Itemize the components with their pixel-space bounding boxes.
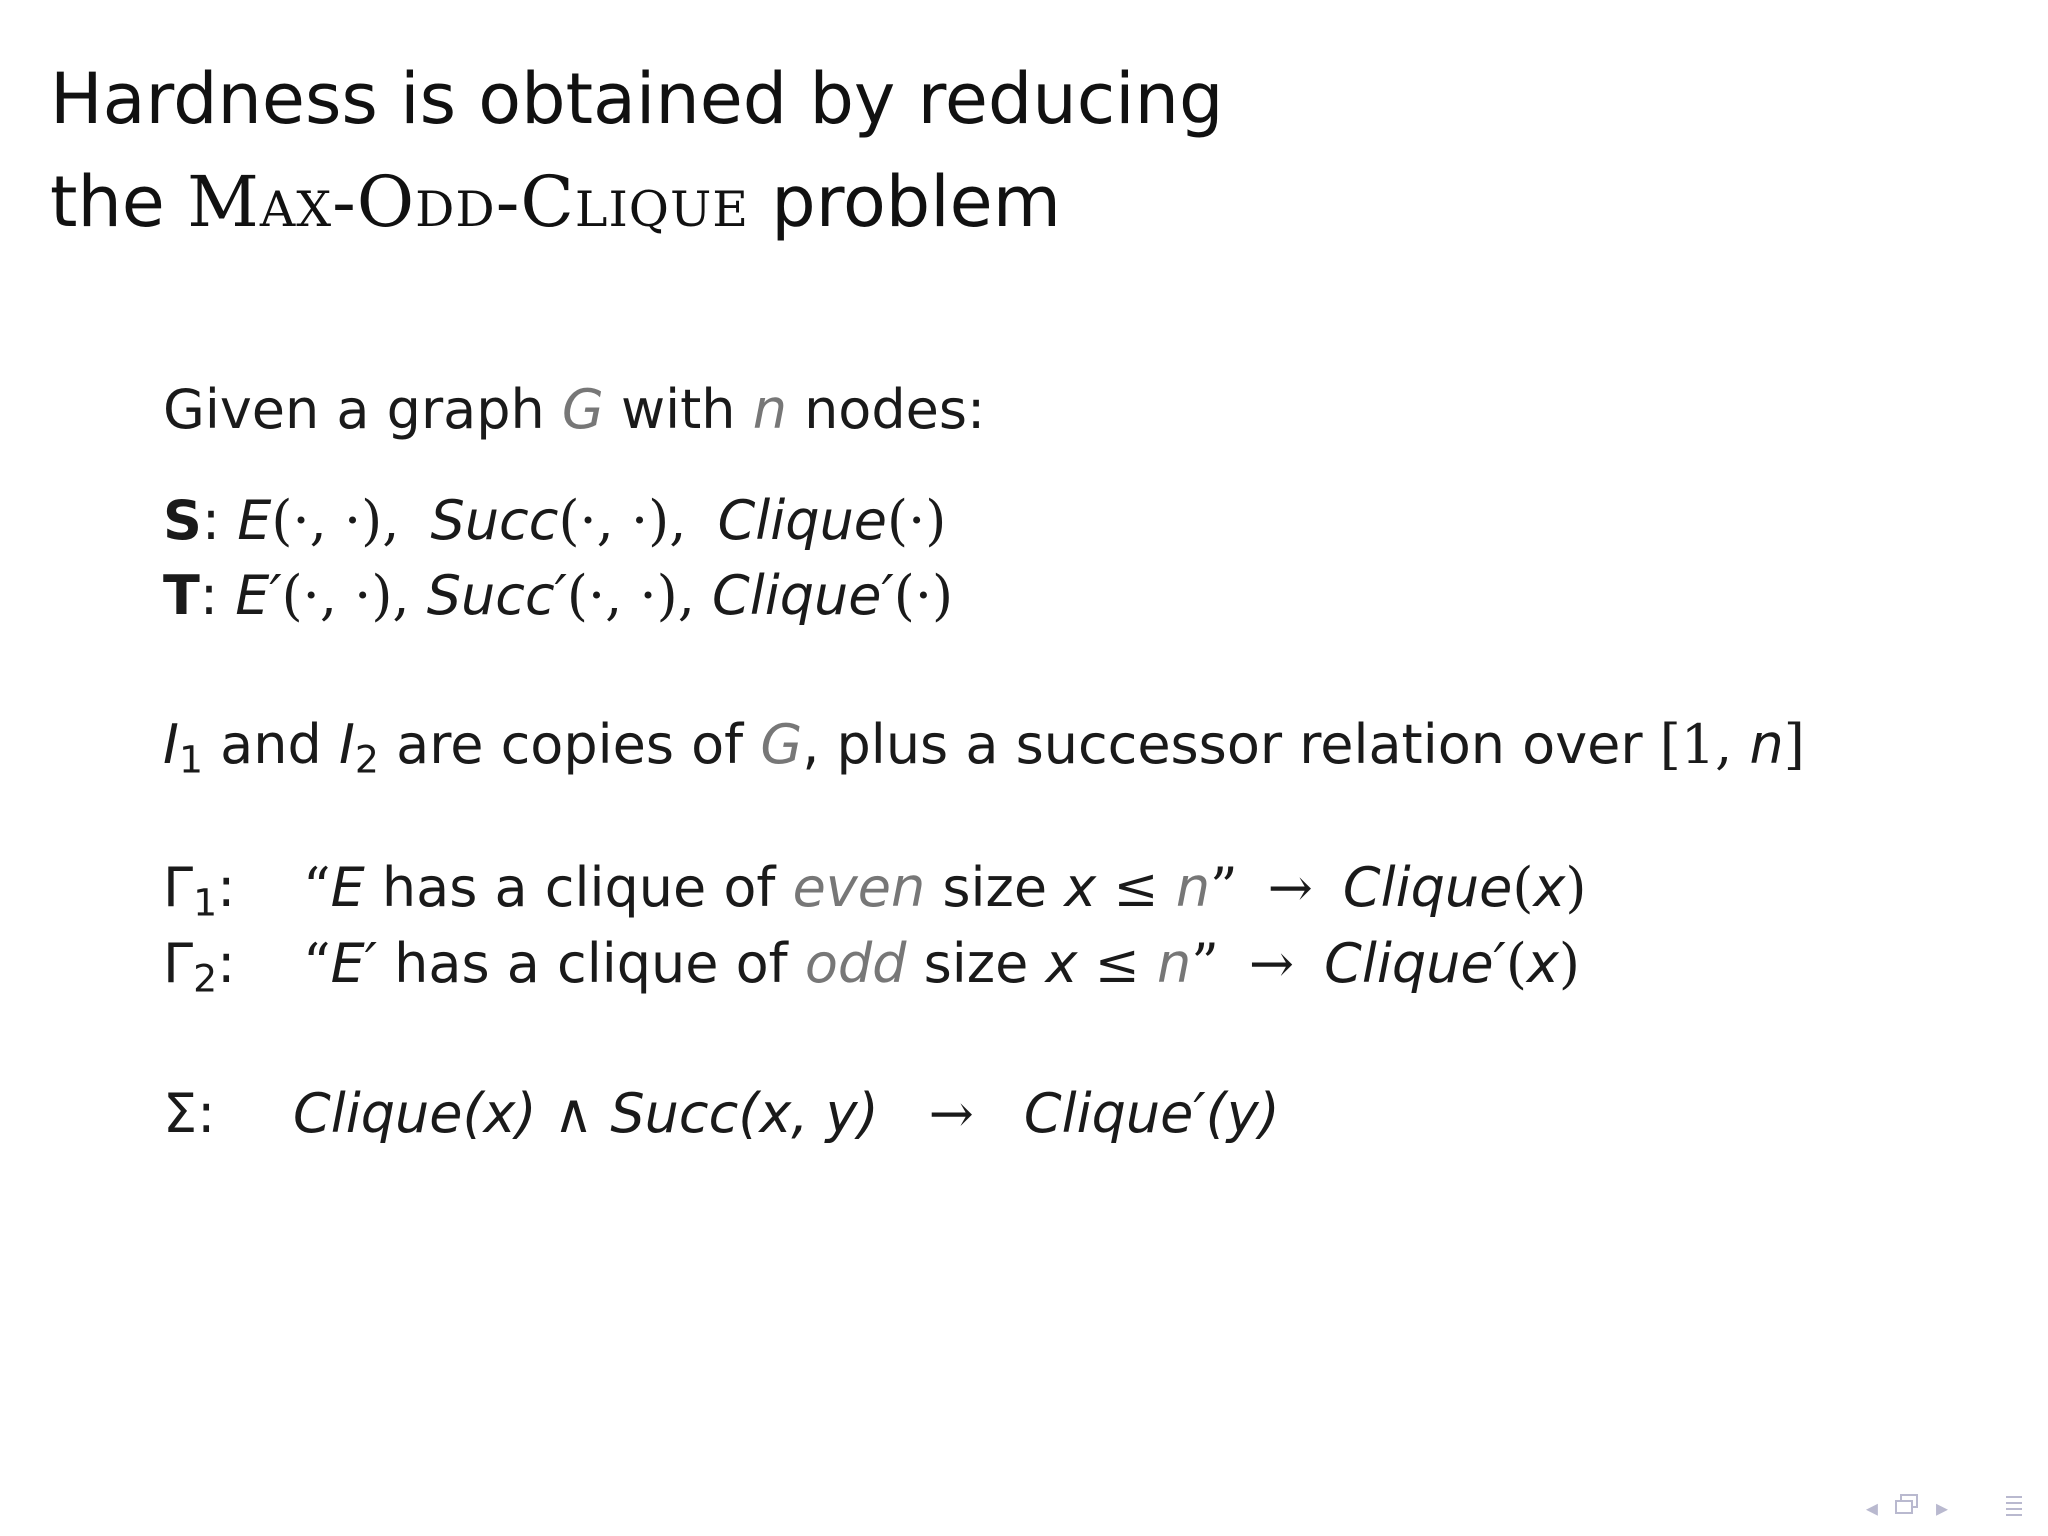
parity-even: even — [792, 856, 926, 919]
implies-arrow: → — [1248, 932, 1295, 995]
target-schema-line: T: E′(·, ·), Succ′(·, ·), Clique′(·) — [163, 564, 954, 627]
source-schema-line: S: E(·, ·), Succ(·, ·), Clique(·) — [163, 489, 947, 552]
source-schema-label: S — [163, 489, 202, 552]
beamer-navigation — [1866, 1492, 2026, 1524]
sigma-dependency: Σ: Clique(x) ∧ Succ(x, y) → Clique′(y) — [163, 1082, 1280, 1145]
graph-symbol: G — [561, 378, 604, 441]
menu-icon[interactable] — [2002, 1492, 2026, 1524]
parity-odd: odd — [804, 932, 907, 995]
target-schema-label: T — [163, 564, 200, 627]
implies-arrow: → — [928, 1082, 974, 1145]
gamma2-constraint: $\Gamma_2$: “E′ has a clique of odd size x ≤ n” → Clique′(x) — [163, 932, 1580, 1001]
instances-line: $I_1$ and $I_2$ are copies of G, plus a successor relation over [1, n] — [163, 713, 1805, 782]
node-count-symbol: n — [752, 378, 787, 441]
intro-line: Given a graph G with n nodes: — [163, 378, 986, 441]
arrow-left-icon[interactable]: ◂ — [1865, 1494, 1878, 1522]
title-line-2: the Max-Odd-Clique problem — [50, 161, 1061, 243]
arrow-right-icon[interactable]: ▸ — [1935, 1494, 1948, 1522]
gamma1-constraint: $\Gamma_1$: “E has a clique of even size x ≤ n” → Clique(x) — [163, 856, 1587, 925]
slide-title — [50, 48, 1223, 254]
implies-arrow: → — [1267, 856, 1313, 919]
problem-name: Max-Odd-Clique — [187, 161, 750, 243]
title-line-1: Hardness is obtained by reducing — [50, 58, 1224, 140]
frame-icon[interactable] — [1892, 1493, 1922, 1523]
